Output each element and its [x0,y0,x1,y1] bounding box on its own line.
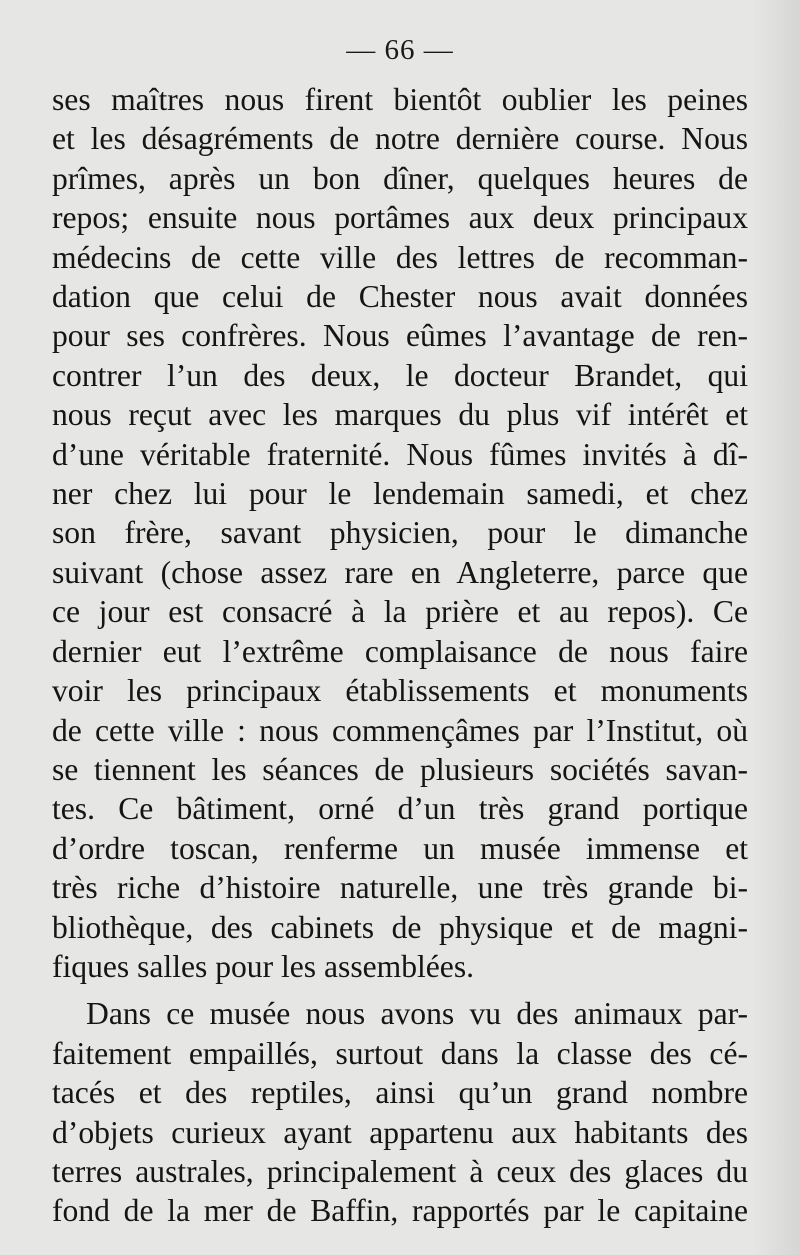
text-line: nous reçut avec les marques du plus vif intérêt et [52,397,748,433]
text-line: contrer l’un des deux, le docteur Brandet, qui [52,357,748,393]
paragraph-2 [52,994,748,1230]
text-line: ner chez lui pour le lendemain samedi, et chez [52,476,748,512]
text-line: médecins de cette ville des lettres de recomman- [52,239,748,275]
text-line: d’une véritable fraternité. Nous fûmes invités à dî- [52,436,748,472]
text-line: tacés et des reptiles, ainsi qu’un grand nombre [52,1075,748,1111]
text-line: d’objets curieux ayant appartenu aux habitants des [52,1114,748,1150]
paragraph-1 [52,80,748,986]
text-line: prîmes, après un bon dîner, quelques heures de [52,160,748,196]
text-line: pour ses confrères. Nous eûmes l’avantage de ren- [52,318,748,354]
text-line: suivant (chose assez rare en Angleterre, parce que [52,554,748,590]
text-line: terres australes, principalement à ceux des glaces du [52,1153,748,1189]
text-line: dation que celui de Chester nous avait données [52,279,748,315]
text-line: de cette ville : nous commençâmes par l’Institut, où [52,712,748,748]
text-line: dernier eut l’extrême complaisance de nous faire [52,633,748,669]
text-line: Dans ce musée nous avons vu des animaux par- [86,996,748,1032]
text-line: repos; ensuite nous portâmes aux deux principaux [52,200,748,236]
text-line: ses maîtres nous firent bientôt oublier les peines [52,82,748,117]
body-text [52,80,748,1231]
text-line: fiques salles pour les assemblées. [52,948,475,984]
text-line: fond de la mer de Baffin, rapportés par le capitaine [52,1193,748,1229]
text-line: se tiennent les séances de plusieurs sociétés savan- [52,751,748,787]
page-number: — 66 — [346,34,454,66]
text-line: d’ordre toscan, renferme un musée immense et [52,830,748,866]
page-edge-shadow [752,0,800,1255]
text-line: voir les principaux établissements et monuments [52,673,748,709]
text-line: faitement empaillés, surtout dans la classe des cé- [52,1035,748,1071]
text-line: très riche d’histoire naturelle, une très grande bi- [52,870,748,906]
text-line: bliothèque, des cabinets de physique et de magni- [52,909,748,945]
text-line: et les désagréments de notre dernière course. Nous [52,121,748,157]
text-line: son frère, savant physicien, pour le dimanche [52,515,748,551]
text-line: tes. Ce bâtiment, orné d’un très grand portique [52,791,748,827]
paragraph-gap [52,986,748,994]
text-line: ce jour est consacré à la prière et au repos). Ce [52,594,748,630]
